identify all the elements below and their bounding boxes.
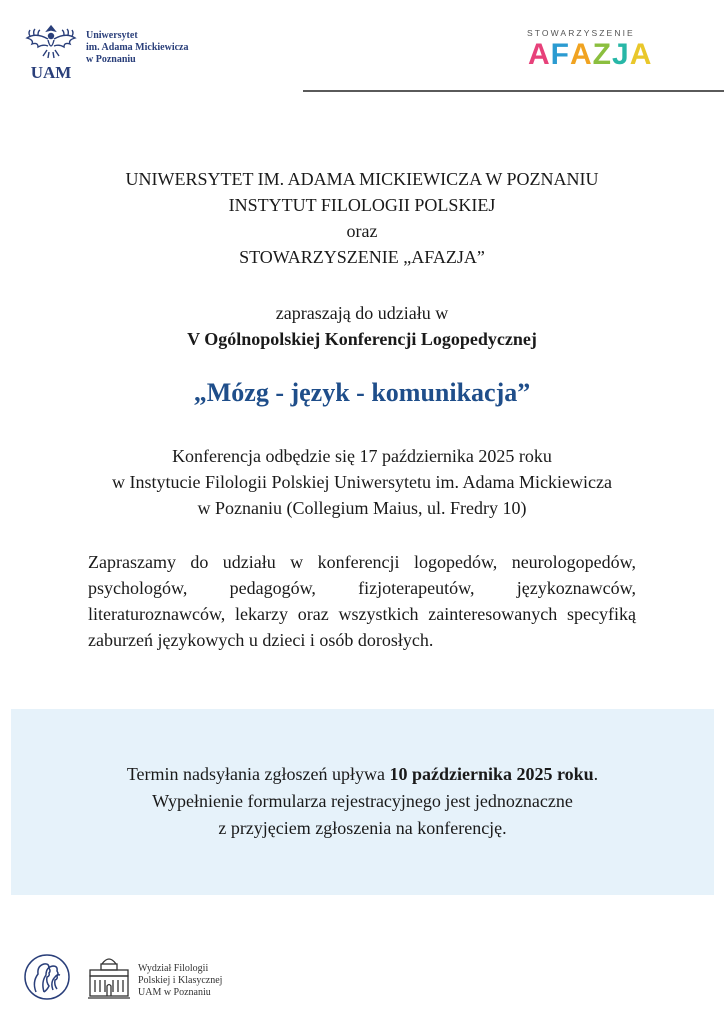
- profiles-logo-icon: [22, 952, 72, 1002]
- organizer-line: INSTYTUT FILOLOGII POLSKIEJ: [228, 195, 496, 215]
- venue-line: Konferencja odbędzie się 17 października 2025 roku: [172, 446, 552, 466]
- deadline-period: .: [593, 764, 599, 784]
- deadline-box: [11, 709, 714, 895]
- invitation-paragraph: Zapraszamy do udziału w konferencji logopedów, neurologopedów, psychologów, pedagogów, fizjoterapeutów, językoznawców, literaturoznawców, lekarzy oraz wszystkich zainteresowanych specyfiką zaburzeń językowych u dzieci i osób dorosłych.: [88, 552, 636, 650]
- invite-line: zapraszają do udziału w: [275, 303, 449, 323]
- university-name-line: im. Adama Mickiewicza: [86, 42, 189, 53]
- conference-title: „Mózg - język - komunikacja”: [193, 378, 531, 407]
- invite-block: [0, 300, 724, 352]
- university-name-line: Uniwersytet: [86, 30, 138, 41]
- venue-line: w Poznaniu (Collegium Maius, ul. Fredry 10): [197, 498, 527, 518]
- venue-block: [0, 443, 724, 521]
- deadline-date: 10 października 2025 roku: [389, 764, 594, 784]
- afazja-logo-letter: Z: [592, 38, 612, 71]
- uam-monogram: UAM: [30, 63, 72, 82]
- faculty-name-line: UAM w Poznaniu: [138, 987, 211, 998]
- afazja-logo-letter: A: [528, 38, 551, 71]
- afazja-logo-letter: J: [612, 38, 630, 71]
- afazja-logo-letter: A: [570, 38, 593, 71]
- deadline-line: z przyjęciem zgłoszenia na konferencję.: [218, 818, 507, 838]
- university-name: [86, 30, 188, 66]
- venue-line: w Instytucie Filologii Polskiej Uniwersytetu im. Adama Mickiewicza: [112, 472, 612, 492]
- deadline-line: Wypełnienie formularza rejestracyjnego jest jednoznaczne: [152, 791, 573, 811]
- faculty-name: [138, 963, 222, 999]
- conference-name: V Ogólnopolskiej Konferencji Logopedycznej: [187, 329, 537, 349]
- deadline-line: [11, 761, 714, 788]
- deadline-text: [11, 761, 714, 842]
- afazja-logo-letter: A: [629, 38, 653, 71]
- faculty-building-icon: [86, 952, 132, 1000]
- organizers-block: [0, 166, 724, 270]
- deadline-lead: Termin nadsyłania zgłoszeń upływa: [126, 764, 390, 784]
- afazja-logo-letter: F: [550, 38, 570, 71]
- university-name-line: w Poznaniu: [86, 54, 136, 65]
- faculty-name-line: Polskiej i Klasycznej: [138, 975, 223, 986]
- organizer-line: UNIWERSYTET IM. ADAMA MICKIEWICZA W POZNANIU: [125, 169, 599, 189]
- faculty-name-line: Wydział Filologii: [138, 963, 209, 974]
- afazja-association-label: STOWARZYSZENIE: [527, 28, 635, 38]
- header-divider: [303, 90, 724, 92]
- organizer-line: STOWARZYSZENIE „AFAZJA”: [239, 247, 485, 267]
- organizer-line: oraz: [346, 221, 378, 241]
- afazja-logo: [528, 40, 652, 70]
- uam-eagle-logo: [24, 22, 78, 82]
